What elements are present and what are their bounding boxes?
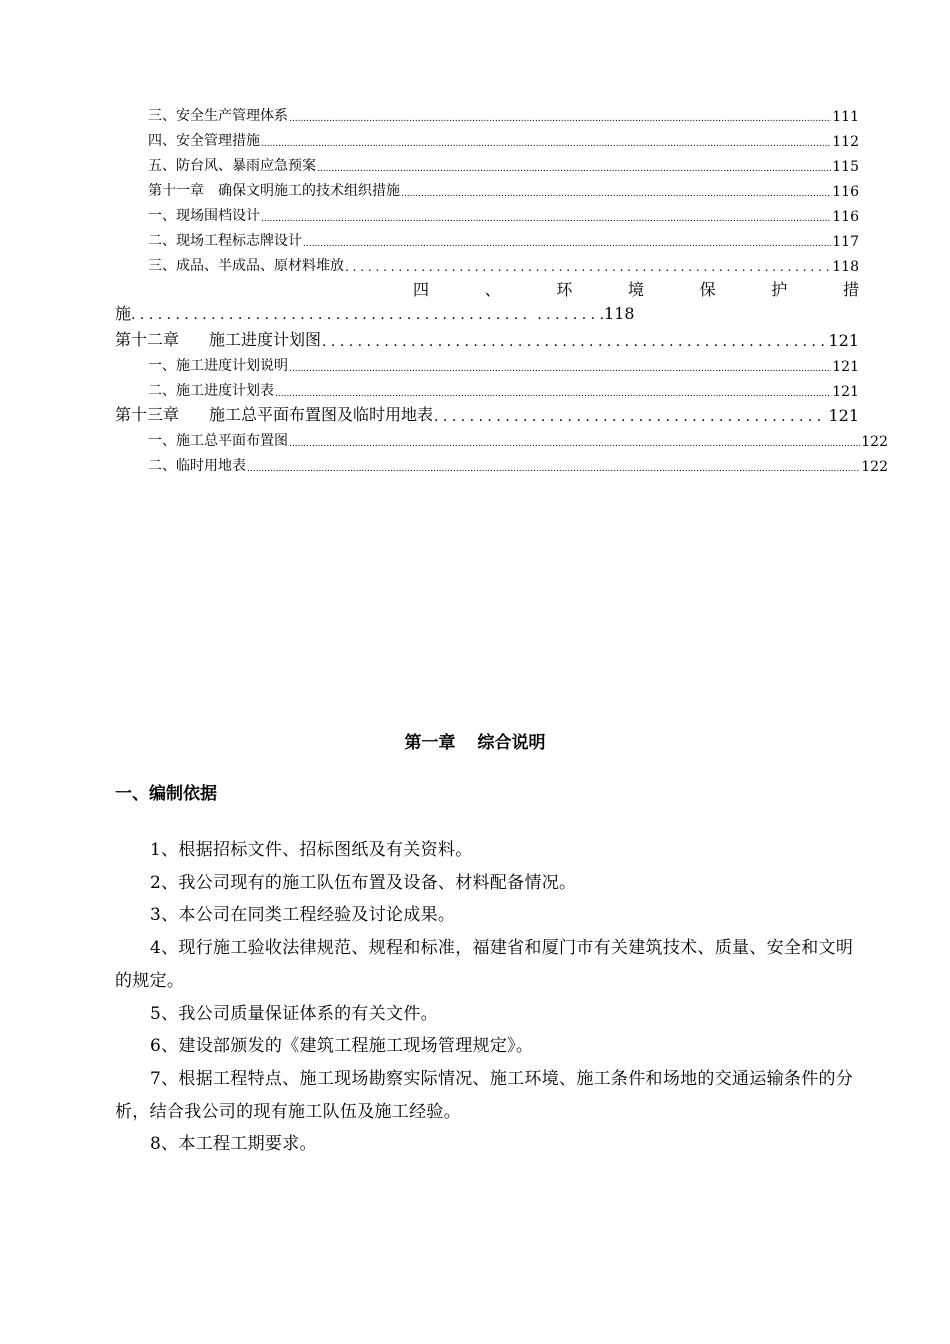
toc-entry-page: 118 bbox=[604, 304, 635, 323]
paragraph: 2、我公司现有的施工队伍布置及设备、材料配备情况。 bbox=[150, 872, 577, 893]
paragraph: 4、现行施工验收法律规范、规程和标准，福建省和厦门市有关建筑技术、质量、安全和文明的规定。 bbox=[115, 938, 854, 991]
toc-entry-page: 115 bbox=[832, 159, 859, 175]
table-of-contents bbox=[115, 100, 888, 475]
toc-chapter-number: 第十三章 bbox=[115, 405, 180, 424]
toc-entry-label: 一、施工进度计划说明 bbox=[148, 358, 288, 374]
toc-entry-page: 121 bbox=[832, 384, 859, 400]
toc-entry-label: 五、防台风、暴雨应急预案 bbox=[148, 158, 316, 174]
toc-entry-label: 二、现场工程标志牌设计 bbox=[148, 233, 302, 249]
paragraph: 3、本公司在同类工程经验及讨论成果。 bbox=[150, 905, 456, 926]
toc-entry-label: 三、安全生产管理体系 bbox=[148, 108, 288, 124]
toc-leader-dots bbox=[289, 109, 831, 125]
toc-char: 护 bbox=[771, 280, 788, 299]
toc-entry[interactable] bbox=[115, 350, 859, 375]
toc-entry[interactable] bbox=[115, 150, 859, 175]
toc-leader-dots bbox=[131, 304, 527, 323]
chapter-heading bbox=[0, 728, 950, 753]
toc-leader-dots bbox=[317, 159, 831, 175]
toc-entry-page: 117 bbox=[832, 234, 859, 250]
toc-entry-label: 二、施工进度计划表 bbox=[148, 383, 274, 399]
paragraph: 6、建设部颁发的《建筑工程施工现场管理规定》。 bbox=[150, 1036, 534, 1057]
toc-entry-page: 121 bbox=[828, 331, 859, 350]
toc-entry-environment[interactable] bbox=[115, 275, 859, 325]
toc-entry[interactable] bbox=[115, 375, 859, 400]
toc-leader-dots bbox=[247, 459, 860, 475]
paragraph: 7、根据工程特点、施工现场勘察实际情况、施工环境、施工条件和场地的交通运输条件的分析，结合我公司的现有施工队伍及施工经验。 bbox=[115, 1068, 854, 1122]
chapter-number: 第一章 bbox=[404, 733, 456, 753]
paragraph: 1、根据招标文件、招标图纸及有关资料。 bbox=[150, 840, 473, 860]
body-text bbox=[115, 834, 859, 1161]
toc-char: 境 bbox=[627, 280, 644, 299]
toc-entry[interactable] bbox=[115, 425, 888, 450]
toc-chapter-title: 施工进度计划图 bbox=[209, 330, 322, 349]
toc-entry-continuation bbox=[115, 301, 635, 324]
toc-char: 、 bbox=[484, 280, 501, 299]
toc-leader-dots bbox=[345, 259, 831, 275]
toc-leader-dots bbox=[275, 384, 831, 400]
toc-leader-dots bbox=[303, 234, 831, 250]
toc-leader-dots bbox=[401, 184, 831, 200]
toc-leader-dots bbox=[261, 209, 831, 225]
paragraph: 5、我公司质量保证体系的有关文件。 bbox=[150, 1003, 438, 1024]
toc-entry[interactable] bbox=[115, 175, 859, 200]
toc-chapter-entry[interactable] bbox=[115, 400, 859, 425]
toc-leader-dots bbox=[289, 359, 831, 375]
toc-entry[interactable] bbox=[115, 200, 859, 225]
toc-chapter-number: 第十二章 bbox=[115, 330, 180, 349]
toc-entry-label: 二、临时用地表 bbox=[148, 458, 246, 474]
toc-entry-page: 121 bbox=[832, 359, 859, 375]
toc-entry-page: 116 bbox=[832, 209, 859, 225]
toc-leader-dots bbox=[322, 331, 827, 350]
toc-entry[interactable] bbox=[115, 125, 859, 150]
toc-entry-page: 118 bbox=[832, 259, 859, 275]
toc-chapter-entry[interactable] bbox=[115, 325, 859, 350]
toc-entry-label-spread bbox=[413, 277, 859, 300]
toc-char: 保 bbox=[699, 280, 716, 299]
toc-entry-page: 116 bbox=[832, 184, 859, 200]
paragraph: 8、本工程工期要求。 bbox=[150, 1134, 317, 1155]
toc-entry-page: 122 bbox=[861, 459, 888, 475]
section-heading: 一、编制依据 bbox=[115, 784, 217, 804]
chapter-title: 综合说明 bbox=[477, 733, 546, 753]
toc-entry[interactable] bbox=[115, 100, 859, 125]
toc-char: 四 bbox=[413, 280, 430, 299]
toc-leader-dots bbox=[434, 406, 827, 425]
toc-entry-page: 121 bbox=[828, 406, 859, 425]
toc-char: 环 bbox=[556, 280, 573, 299]
toc-leader-dots bbox=[289, 434, 860, 450]
toc-leader-dots bbox=[261, 134, 831, 150]
toc-entry[interactable] bbox=[115, 250, 859, 275]
toc-leader-dots bbox=[537, 304, 604, 323]
toc-chapter-title: 施工总平面布置图及临时用地表 bbox=[209, 405, 434, 424]
toc-entry-page: 112 bbox=[832, 134, 859, 150]
toc-entry-label: 第十一章 确保文明施工的技术组织措施 bbox=[148, 183, 400, 199]
toc-entry-page: 122 bbox=[861, 434, 888, 450]
toc-entry-page: 111 bbox=[832, 109, 859, 125]
toc-entry[interactable] bbox=[115, 450, 888, 475]
toc-entry-label: 一、现场围档设计 bbox=[148, 208, 260, 224]
toc-entry[interactable] bbox=[115, 225, 859, 250]
toc-entry-label: 四、安全管理措施 bbox=[148, 133, 260, 149]
toc-entry-label: 三、成品、半成品、原材料堆放 bbox=[148, 258, 344, 274]
toc-char: 施 bbox=[115, 304, 132, 323]
toc-entry-label: 一、施工总平面布置图 bbox=[148, 433, 288, 449]
toc-char: 措 bbox=[842, 280, 859, 299]
